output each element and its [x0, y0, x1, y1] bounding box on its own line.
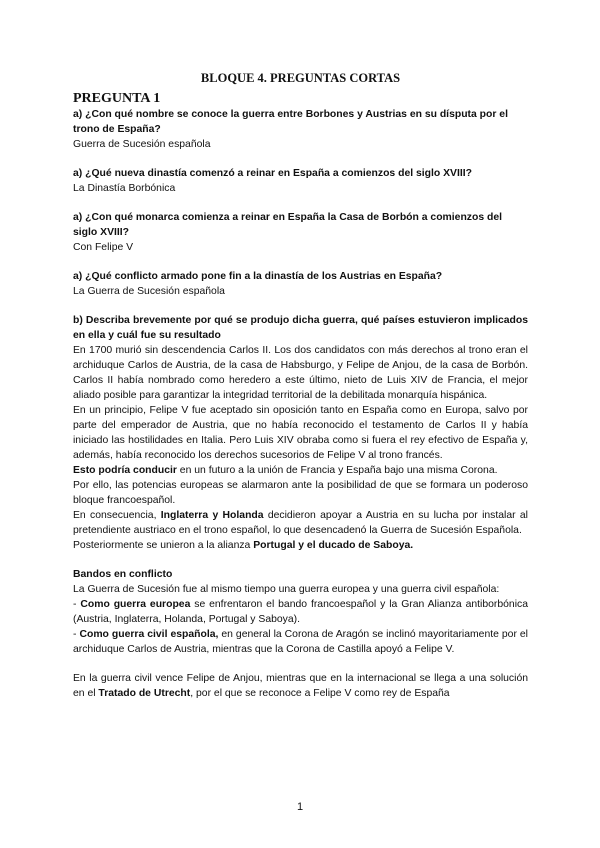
- question-2: a) ¿Qué nueva dinastía comenzó a reinar en España a comienzos del siglo XVIII?: [73, 168, 472, 179]
- paragraph-2: En un principio, Felipe V fue aceptado sin oposición tanto en España como en Europa, salvo por parte del emperador de Austria, que no había reconocido el testamento de Carlos II y había iniciado las hostilidades en Italia. Pero Luis XIV obraba como si fuera el rey efectivo de España y, además, había reconocido los derechos sucesorios de Felipe V al trono francés.: [73, 405, 528, 461]
- bandos-item-2-text: en general la Corona de Aragón se inclinó mayoritariamente por el archiduque Carlos de Austria, mientras que la Corona de Castilla apoyó a Felipe V.: [73, 629, 528, 655]
- section-heading: PREGUNTA 1: [73, 91, 161, 106]
- conclusion-bold: Tratado de Utrecht: [98, 688, 191, 699]
- answer-4: La Guerra de Sucesión española: [73, 286, 225, 297]
- paragraph-4: Por ello, las potencias europeas se alarmaron ante la posibilidad de que se formara un poderoso bloque francoespañol.: [73, 480, 528, 506]
- document-page: [73, 70, 528, 701]
- answer-2: La Dinastía Borbónica: [73, 183, 176, 194]
- question-3: a) ¿Con qué monarca comienza a reinar en España la Casa de Borbón a comienzos del siglo XVIII?: [73, 212, 503, 238]
- bandos-item-2-bold: Como guerra civil española,: [79, 629, 219, 640]
- conclusion-text-a: En la guerra civil vence Felipe de Anjou, mientras que en la internacional se llega a una solución en el: [73, 673, 528, 699]
- paragraph-3: [73, 463, 528, 478]
- paragraph-6-text: Posteriormente se unieron a la alianza: [73, 540, 254, 551]
- question-1: a) ¿Con qué nombre se conoce la guerra entre Borbones y Austrias en su dísputa por el trono de España?: [73, 109, 508, 135]
- conclusion-paragraph: [73, 671, 528, 701]
- paragraph-3-text: en un futuro a la unión de Francia y España bajo una misma Corona.: [176, 465, 498, 476]
- question-4: a) ¿Qué conflicto armado pone fin a la dinastía de los Austrias en España?: [73, 271, 443, 282]
- paragraph-5-text-a: En consecuencia,: [73, 510, 161, 521]
- bandos-item-2: [73, 627, 528, 657]
- bandos-item-1: [73, 597, 528, 627]
- paragraph-1: En 1700 murió sin descendencia Carlos II. Los dos candidatos con más derechos al trono eran el archiduque Carlos de Austria, de la casa de Habsburgo, y Felipe de Anjou, de la casa de Borbón. Carlos II había nombrado como heredero a este último, nieto de Luis XIV de Francia, el mejor aliado posible para garantizar la integridad territorial de la debilitada monarquía hispánica.: [73, 345, 528, 401]
- answer-3: Con Felipe V: [73, 242, 134, 253]
- bandos-item-1-text: se enfrentaron el bando francoespañol y la Gran Alianza antiborbónica (Austria, Inglaterra, Holanda, Portugal y Saboya).: [73, 599, 528, 625]
- page-number: 1: [296, 801, 304, 813]
- paragraph-6-bold: Portugal y el ducado de Saboya.: [253, 540, 414, 551]
- paragraph-5: [73, 508, 528, 538]
- paragraph-3-bold: Esto podría conducir: [73, 465, 177, 476]
- paragraph-5-text-b: decidieron apoyar a Austria en su lucha por instalar al pretendiente austriaco en el trono español, lo que desencadenó la Guerra de Sucesión Española.: [73, 510, 528, 536]
- bandos-item-2-dash: -: [73, 629, 80, 640]
- bandos-intro: La Guerra de Sucesión fue al mismo tiempo una guerra europea y una guerra civil española:: [73, 584, 500, 595]
- conclusion-text-b: , por el que se reconoce a Felipe V como rey de España: [190, 688, 450, 699]
- block-title: BLOQUE 4. PREGUNTAS CORTAS: [200, 71, 401, 85]
- paragraph-5-bold: Inglaterra y Holanda: [160, 510, 264, 521]
- answer-1: Guerra de Sucesión española: [73, 139, 211, 150]
- bandos-heading: Bandos en conflicto: [73, 569, 173, 580]
- bandos-item-1-dash: -: [73, 599, 81, 610]
- question-b: b) Describa brevemente por qué se produjo dicha guerra, qué países estuvieron implicados en ella y cuál fue su resultado: [73, 315, 528, 341]
- paragraph-6: [73, 538, 528, 553]
- bandos-item-1-bold: Como guerra europea: [80, 599, 191, 610]
